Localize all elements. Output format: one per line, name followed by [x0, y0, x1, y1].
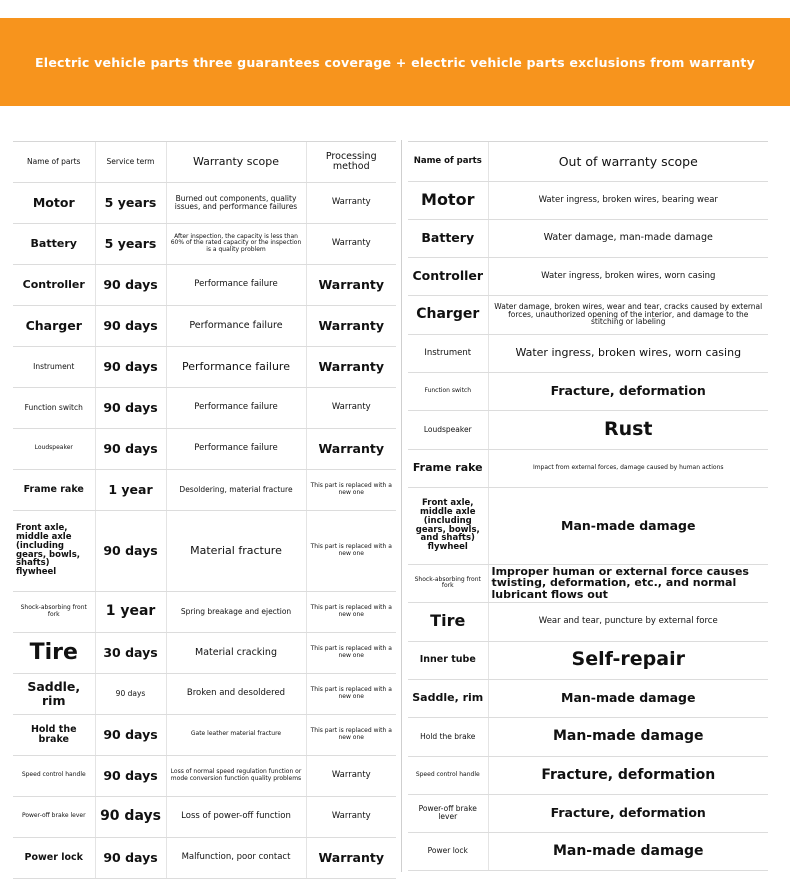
part-name: Frame rake [408, 449, 488, 487]
table-row [408, 257, 768, 295]
service-term: 90 days [95, 264, 166, 305]
table-row [13, 755, 396, 796]
warranty-scope: Malfunction, poor contact [166, 837, 306, 878]
warranty-scope: Material fracture [166, 510, 306, 591]
service-term: 1 year [95, 469, 166, 510]
table-row [408, 487, 768, 564]
table-row [408, 794, 768, 832]
processing-method: Warranty [306, 755, 396, 796]
part-name: Shock-absorbing front fork [408, 564, 488, 602]
warranty-scope: Loss of power-off function [166, 796, 306, 837]
service-term: 90 days [95, 714, 166, 755]
table-row [13, 264, 396, 305]
service-term: 5 years [95, 182, 166, 223]
processing-method: Warranty [306, 837, 396, 878]
exclusion-scope: Water ingress, broken wires, bearing wear [488, 181, 768, 219]
exclusion-scope: Water ingress, broken wires, worn casing [488, 334, 768, 372]
column-header: Warranty scope [166, 142, 306, 182]
service-term: 90 days [95, 673, 166, 714]
table-row [408, 334, 768, 372]
processing-method: This part is replaced with a new one [306, 591, 396, 632]
exclusion-scope: Fracture, deformation [488, 794, 768, 832]
exclusion-scope: Man-made damage [488, 487, 768, 564]
part-name: Power-off brake lever [408, 794, 488, 832]
processing-method: Warranty [306, 305, 396, 346]
part-name: Battery [13, 223, 95, 264]
exclusion-scope: Water damage, broken wires, wear and tear, cracks caused by external forces, unauthorized opening of the interior, and damage to the stitching or labeling [488, 295, 768, 334]
part-name: Controller [408, 257, 488, 295]
table-row [13, 387, 396, 428]
table-row [13, 346, 396, 387]
warranty-scope: Gate leather material fracture [166, 714, 306, 755]
exclusion-scope: Fracture, deformation [488, 756, 768, 794]
table-row [13, 837, 396, 878]
service-term: 90 days [95, 428, 166, 469]
table-row [408, 756, 768, 794]
part-name: Frame rake [13, 469, 95, 510]
processing-method: Warranty [306, 182, 396, 223]
warranty-scope: Performance failure [166, 428, 306, 469]
exclusion-scope: Improper human or external force causes twisting, deformation, etc., and normal lubricant flows out [488, 564, 768, 602]
exclusion-scope: Rust [488, 410, 768, 449]
table-row [408, 410, 768, 449]
table-row [13, 428, 396, 469]
processing-method: Warranty [306, 796, 396, 837]
exclusion-scope: Man-made damage [488, 679, 768, 717]
table-header-row [13, 142, 396, 182]
table-row [13, 632, 396, 673]
part-name: Front axle, middle axle (including gears, bowls, shafts) flywheel [13, 510, 95, 591]
service-term: 90 days [95, 755, 166, 796]
part-name: Saddle, rim [13, 673, 95, 714]
warranty-scope: Broken and desoldered [166, 673, 306, 714]
warranty-scope: Performance failure [166, 387, 306, 428]
processing-method: Warranty [306, 346, 396, 387]
table-divider [401, 140, 402, 872]
part-name: Motor [408, 181, 488, 219]
processing-method: Warranty [306, 264, 396, 305]
column-header: Out of warranty scope [488, 142, 768, 181]
part-name: Speed control handle [13, 755, 95, 796]
table-header-row [408, 142, 768, 181]
header-banner [0, 18, 790, 106]
exclusion-scope: Water ingress, broken wires, worn casing [488, 257, 768, 295]
column-header: Service term [95, 142, 166, 182]
processing-method: This part is replaced with a new one [306, 510, 396, 591]
warranty-scope: Performance failure [166, 264, 306, 305]
part-name: Hold the brake [13, 714, 95, 755]
table-row [408, 181, 768, 219]
part-name: Charger [408, 295, 488, 334]
warranty-scope: Material cracking [166, 632, 306, 673]
part-name: Function switch [408, 372, 488, 410]
part-name: Front axle, middle axle (including gears, bowls, and shafts) flywheel [408, 487, 488, 564]
processing-method: This part is replaced with a new one [306, 714, 396, 755]
service-term: 90 days [95, 346, 166, 387]
service-term: 5 years [95, 223, 166, 264]
service-term: 1 year [95, 591, 166, 632]
exclusion-scope: Man-made damage [488, 832, 768, 870]
table-row [13, 182, 396, 223]
processing-method: This part is replaced with a new one [306, 632, 396, 673]
warranty-scope: Performance failure [166, 346, 306, 387]
service-term: 90 days [95, 387, 166, 428]
warranty-coverage-table [13, 142, 396, 879]
part-name: Loudspeaker [13, 428, 95, 469]
part-name: Power lock [13, 837, 95, 878]
warranty-scope: Burned out components, quality issues, and performance failures [166, 182, 306, 223]
table-row [408, 564, 768, 602]
table-row [13, 714, 396, 755]
table-row [13, 510, 396, 591]
warranty-scope: Loss of normal speed regulation function or mode conversion function quality problems [166, 755, 306, 796]
part-name: Power lock [408, 832, 488, 870]
column-header: Name of parts [13, 142, 95, 182]
table-row [408, 717, 768, 756]
part-name: Shock-absorbing front fork [13, 591, 95, 632]
table-row [13, 223, 396, 264]
service-term: 90 days [95, 837, 166, 878]
exclusion-scope: Wear and tear, puncture by external force [488, 602, 768, 641]
part-name: Charger [13, 305, 95, 346]
part-name: Instrument [408, 334, 488, 372]
table-row [13, 796, 396, 837]
service-term: 90 days [95, 305, 166, 346]
part-name: Instrument [13, 346, 95, 387]
warranty-scope: After inspection, the capacity is less than 60% of the rated capacity or the inspection is a quality problem [166, 223, 306, 264]
processing-method: This part is replaced with a new one [306, 469, 396, 510]
table-row [408, 832, 768, 870]
table-row [408, 602, 768, 641]
table-row [13, 305, 396, 346]
part-name: Motor [13, 182, 95, 223]
part-name: Hold the brake [408, 717, 488, 756]
exclusion-scope: Water damage, man-made damage [488, 219, 768, 257]
service-term: 30 days [95, 632, 166, 673]
part-name: Inner tube [408, 641, 488, 679]
part-name: Power-off brake lever [13, 796, 95, 837]
warranty-scope: Desoldering, material fracture [166, 469, 306, 510]
part-name: Function switch [13, 387, 95, 428]
column-header: Processing method [306, 142, 396, 182]
warranty-exclusions-table [408, 142, 768, 871]
part-name: Saddle, rim [408, 679, 488, 717]
exclusion-scope: Fracture, deformation [488, 372, 768, 410]
warranty-scope: Spring breakage and ejection [166, 591, 306, 632]
part-name: Tire [408, 602, 488, 641]
column-header: Name of parts [408, 142, 488, 181]
page-title: Electric vehicle parts three guarantees coverage + electric vehicle parts exclusions from warranty [35, 54, 755, 70]
table-row [13, 591, 396, 632]
processing-method: Warranty [306, 223, 396, 264]
processing-method: Warranty [306, 387, 396, 428]
warranty-scope: Performance failure [166, 305, 306, 346]
table-row [408, 679, 768, 717]
table-row [408, 295, 768, 334]
processing-method: Warranty [306, 428, 396, 469]
part-name: Controller [13, 264, 95, 305]
table-row [408, 449, 768, 487]
table-row [13, 673, 396, 714]
service-term: 90 days [95, 510, 166, 591]
exclusion-scope: Man-made damage [488, 717, 768, 756]
processing-method: This part is replaced with a new one [306, 673, 396, 714]
table-row [408, 641, 768, 679]
part-name: Battery [408, 219, 488, 257]
table-row [13, 469, 396, 510]
part-name: Tire [13, 632, 95, 673]
exclusion-scope: Self-repair [488, 641, 768, 679]
part-name: Loudspeaker [408, 410, 488, 449]
service-term: 90 days [95, 796, 166, 837]
part-name: Speed control handle [408, 756, 488, 794]
table-row [408, 372, 768, 410]
table-row [408, 219, 768, 257]
exclusion-scope: Impact from external forces, damage caused by human actions [488, 449, 768, 487]
